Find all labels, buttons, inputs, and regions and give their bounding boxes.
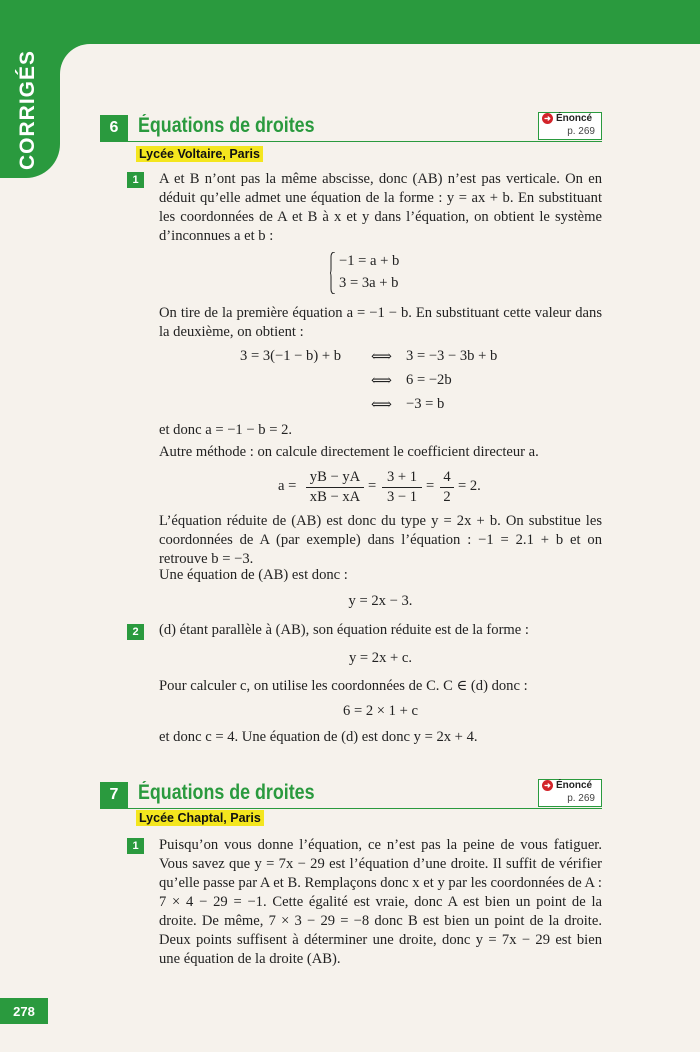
formula-a: a =: [278, 478, 297, 494]
section-number: 6: [100, 115, 128, 141]
fraction: [440, 468, 454, 507]
section-rule: [100, 808, 602, 809]
page-number: 278: [0, 998, 48, 1024]
donc-a: et donc a = −1 − b = 2.: [159, 422, 293, 438]
system-row: 3 = 3a + b: [339, 275, 399, 291]
question-number: 1: [127, 172, 144, 188]
autre-methode: Autre méthode : on calcule directement le coefficient directeur a.: [159, 444, 539, 460]
fraction: [306, 468, 364, 507]
fraction-num: yB − yA: [306, 468, 364, 488]
enonce-page: p. 269: [567, 126, 595, 137]
section-number: 7: [100, 782, 128, 808]
q2-eq1: y = 2x + c.: [348, 650, 413, 666]
top-color-band: [0, 0, 700, 44]
final-equation: y = 2x − 3.: [348, 593, 413, 609]
fraction-den: xB − xA: [309, 489, 361, 505]
q1-intro: A et B n’ont pas la même abscisse, donc (AB) n’est pas verticale. On en déduit qu’elle admet une équation de la forme : y = ax + b. En substituant les coordonnées de A et B à x et y dans l’équation, on obtient le système d’inconnues a et b :: [159, 171, 602, 244]
chain-rhs: 6 = −2b: [406, 372, 452, 388]
question-number: 1: [127, 838, 144, 854]
side-label-text: CORRIGÉS: [16, 49, 40, 171]
enonce-link[interactable]: [538, 779, 602, 807]
fraction: [382, 468, 422, 507]
chain-op: ⟺: [371, 349, 392, 365]
q2-final: et donc c = 4. Une équation de (d) est donc y = 2x + 4.: [159, 729, 478, 745]
chain-rhs: 3 = −3 − 3b + b: [406, 348, 498, 364]
q1-tire: On tire de la première équation a = −1 − b. En substituant cette valeur dans la deuxième, on obtient :: [159, 305, 602, 340]
fraction-num: 4: [440, 468, 454, 488]
formula-eq: =: [368, 478, 377, 494]
system-row: −1 = a + b: [339, 253, 400, 269]
fraction-den: 3 − 1: [386, 489, 418, 505]
q1-reduite: L’équation réduite de (AB) est donc du type y = 2x + b. On substitue les coordonnées de A (par exemple) dans l’équation : −1 = 2.1 + b et on retrouve b = −3.: [159, 513, 602, 567]
arrow-circle-icon: ➜: [542, 113, 553, 124]
une-equation: Une équation de (AB) est donc :: [159, 567, 348, 583]
arrow-circle-icon: ➜: [542, 780, 553, 791]
fraction-den: 2: [443, 489, 451, 505]
fraction-num: 3 + 1: [382, 468, 422, 488]
q7-text: Puisqu’on vous donne l’équation, ce n’est pas la peine de vous fatiguer. Vous savez que y = 7x − 29 est l’équation d’une droite. Il suffit de vérifier qu’elle passe par A et B. Remplaçons donc x et y par les coordonnées de A : 7 × 4 − 29 = −1. Cette égalité est vraie, donc A est bien un point de la droite. De même, 7 × 3 − 29 = −8 donc B est bien un point de la droite. Deux points suffisent à déterminer une droite, donc y = 7x − 29 est bien une équation de la droite (AB).: [159, 837, 602, 967]
chain-op: ⟺: [371, 373, 392, 389]
chain-op: ⟺: [371, 397, 392, 413]
enonce-label: Énoncé: [556, 780, 593, 791]
formula-eq: =: [426, 478, 435, 494]
q2-eq2: 6 = 2 × 1 + c: [343, 703, 418, 719]
school-label: Lycée Voltaire, Paris: [136, 146, 263, 162]
q2-text: (d) étant parallèle à (AB), son équation réduite est de la forme :: [159, 622, 529, 638]
brace-icon: [330, 252, 336, 294]
section-title: Équations de droites: [138, 781, 315, 804]
school-label: Lycée Chaptal, Paris: [136, 810, 264, 826]
chain-lhs: 3 = 3(−1 − b) + b: [240, 348, 342, 364]
enonce-link[interactable]: [538, 112, 602, 140]
chain-rhs: −3 = b: [406, 396, 445, 412]
side-tab-curve: [60, 44, 90, 74]
formula-tail: = 2.: [458, 478, 481, 494]
section-rule: [100, 141, 602, 142]
question-number: 2: [127, 624, 144, 640]
enonce-label: Énoncé: [556, 113, 593, 124]
enonce-page: p. 269: [567, 793, 595, 804]
side-tab-label: [8, 49, 48, 171]
section-title: Équations de droites: [138, 114, 315, 137]
q2-calc: Pour calculer c, on utilise les coordonnées de C. C ∈ (d) donc :: [159, 678, 528, 694]
